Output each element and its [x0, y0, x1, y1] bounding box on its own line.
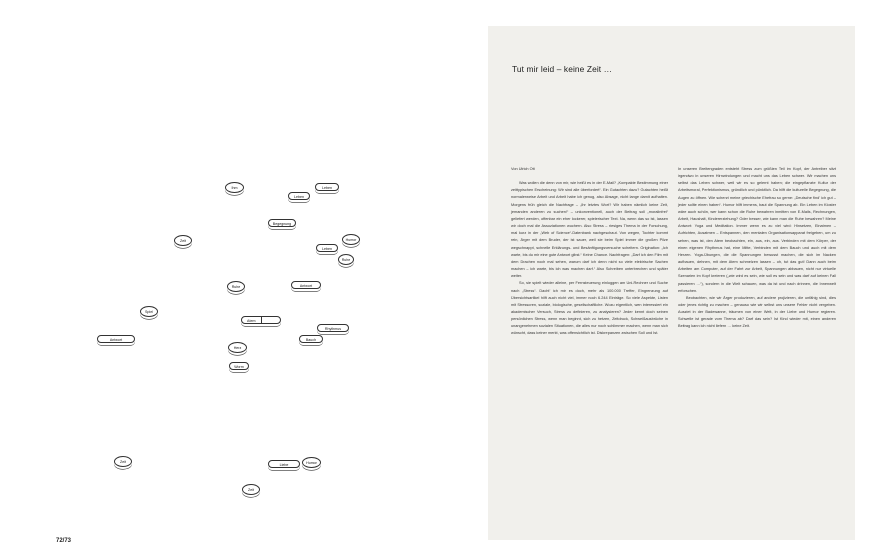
word-pill-zeit: Zeit	[242, 484, 260, 495]
word-pill-antwort: Antwort	[97, 335, 135, 343]
word-pill-liebe: Liebe	[268, 460, 300, 468]
word-pill-ihm: Ihm	[225, 182, 244, 193]
word-pill-leben: Leben	[288, 192, 310, 200]
word-pill-atem-blank	[261, 317, 281, 323]
word-pill-ruhe: Ruhe	[338, 254, 354, 265]
word-pill-humor: Humor	[342, 234, 360, 245]
word-pill-spiel: Spiel	[140, 306, 158, 317]
word-pill-atem	[241, 316, 281, 324]
article-paragraph: So, sie spielt wieder alleine, per Fernsteuerung einloggen am Uni-Rechner und Suche nach „Stress“. Dacht’ ich mir es doch, mehr als 100.000 Treffer, Eingrenzung auf Übersichtsartikel hilft auch nicht viel, immer noch 6.244 Einträge. So viele Aspekte, Listen mit Stressoren, soziale, biologische, gesellschaftliche. Wozu eigentlich, wen interessiert ein akademischer Versuch, Stress zu definieren, zu analysieren? Jeder kennt doch seinen persönlichen Stress, wenn man beginnt, sich zu hetzen, Zeitdruck, Schweißausbrüche in unangenehmen sozialen Situationen, die alles nur noch schlimmer machen, wenn man sich wünscht, dass keiner merkt, was offensichtlich ist. Diskrepanzen zwischen Soll und Ist.	[511, 281, 668, 336]
word-pill-zeit: Zeit	[114, 456, 132, 467]
word-pill-bauch: Bauch	[299, 335, 323, 343]
word-pill-zeit: Zeit	[174, 235, 192, 246]
word-pill-leben: Leben	[315, 183, 339, 191]
page-number: 72/73	[56, 538, 72, 544]
word-pill-ruhe: Ruhe	[227, 281, 245, 292]
article-column-left	[511, 166, 668, 338]
word-pill-herz: Herz	[228, 342, 247, 353]
word-pill-atem-label: Atem	[247, 319, 256, 323]
article-paragraph: In unseren Breitengraden entsteht Stress zum größten Teil im Kopf, der Antreiber sitzt irgendwo in unseren Hirnwindungen und macht uns das Leben schwer. Wir machen uns selbst das Leben schwer, weil wir es so gelernt haben; die eingepflanzte Kultur der Arbeitsmoral, Perfektionismus, gründlich und pünktlich. Da hilft die kulturelle Begegnung, die Augen zu öffnen. Wie scherzt meine griechische Ehefrau so gerne: „Deutsche find’ ich gut – jeder sollte einen haben“. Humor hilft immens, baut die Spannung ab. Ein Leben im Kloster wäre auch schön, wer kann schon die Ruhe bewahren inmitten von E-Mails, Rechnungen, Arbeit, Haushalt, Kindererziehung? Oder besser, wie kann man die Ruhe bewahren? Meine Antwort: Yoga und Meditation. Immer wenn es zu viel wird: Hinsetzen, Einatmen – Aufrichten, Ausatmen – Entspannen, den mentalen Organisationsapparat freigeben, um zu sehen, was ist, den Atem beobachten, ein, aus, ein, aus. Verbinden mit dem Körper, der einen eigenen Rhythmus hat, eine Mitte, Verbinden mit dem Bauch und auch mit dem Herzen. Yoga-Übungen, die die Spannungen bewusst machen, die sich im Nacken aufbauen, dehnen, mit dem Atem schmelzen lassen – oh, tut das gut! Dann auch beim Arbeiten am Computer, auf der Fahrt zur Arbeit, Spannungen abbauen, nicht nur virtuelle Szenarien im Kopf kreieren („wie wird es sein, wie soll es sein und was darf auf keinen Fall passieren …“), sondern in die Welt schauen, was da ist und nach drinnen, die Innenwelt erforschen.	[678, 167, 836, 293]
word-pill-worm: Worm	[229, 362, 249, 370]
article-paragraph: Beobachten, wie wir Ärger produzieren, auf andere projizieren, die unfähig sind, dies oder jenes richtig zu machen – genauso wie wir selbst uns unsere Fehler nicht vergeben. Ausziet in der Badewanne, träumen von einer Welt, in der Liebe und Humor regieren. Schwelle ist gerade vom Thema ab? Darf das sein? Ist Kind wieder mit, einen anderen Beitrag kann ich nicht liefern … keine Zeit.	[678, 295, 836, 329]
word-pill-leben: Leben	[316, 244, 338, 252]
article-paragraph: Was wollen die denn von mir, wie heißt es in der E-Mail? „Kompakte Bestimmung einer zeittypischen Erscheinung: Wir sind alle überfordert“. Ein Gutachten dazu? Gutachten heißt normalerweise Arbeit und Arbeit habe ich genug, also Absage, nicht lange damit aufhalten. Morgens früh gleich die Nachfrage – „Ihr letztes Wort? Wir haben nämlich keine Zeit, jemanden anderen zu suchen!“ – unkonventionell, auch der Beitrag soll „moralinfrei“ geliefert werden, offenbar ein eher lockerer, spielerischer Text. Na, wenn das so ist, lassen wir doch mal die Assoziationen wuchern. Also Stress – riesiges Thema in der Forschung, mal kurz in der „Web of Science“-Datenbank nachgeschaut. Von wegen, Tochter kommt rein, Ärger mit dem Bruder, der ist sauer, weil sie beim Spiel immer die großen Pilze wegschnappt, schnelle Erklärungs- und Besänftigungsversuche scheitern. Originalton: „Ich warte, bis du mir eine gute Antwort gibst.“ Keine Chance. Nachfragen: „Darf ich den Film mit dem Drachen noch mal sehen, warum darf ich denn nicht so viele elektrische Sachen machen – ich warte, bis ich was machen darf.“ Also Schreiben unterbrechen und später weiter.	[511, 181, 668, 279]
article-byline: Von Ulrich Ott	[511, 167, 535, 171]
word-pill-humor: Humor	[302, 457, 321, 468]
word-pill-begegnung: Begegnung	[268, 219, 296, 227]
article-title: Tut mir leid – keine Zeit …	[512, 64, 613, 74]
article-column-right	[678, 166, 836, 331]
word-pill-antwort: Antwort	[291, 281, 321, 289]
word-pill-rhythmus: Rhythmus	[317, 324, 349, 332]
